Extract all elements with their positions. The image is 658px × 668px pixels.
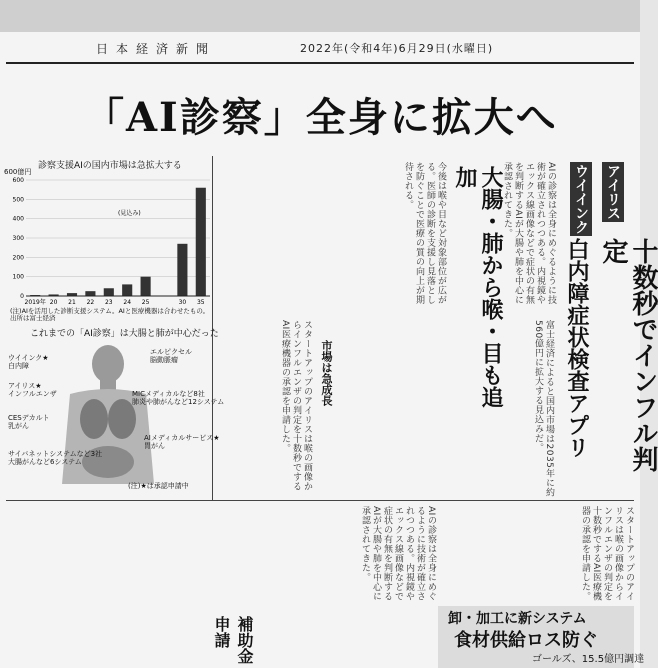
- main-headline: 「AI診察」全身に拡大へ: [84, 94, 558, 141]
- bottom-title: 食材供給ロス防ぐ: [454, 630, 598, 651]
- bar: [141, 277, 151, 296]
- footer-headline: 補助金申請: [212, 616, 254, 664]
- x-tick-label: 23: [104, 299, 113, 306]
- section-rule: [6, 500, 634, 501]
- forecast-label: (見込み): [118, 209, 141, 217]
- masthead-rule: [6, 62, 634, 64]
- y-tick-label: 400: [12, 215, 24, 223]
- bar: [122, 284, 132, 296]
- chart-svg: [4, 158, 214, 308]
- bar: [85, 291, 95, 296]
- subheadline: 大腸・肺から喉・目も追加: [452, 166, 504, 408]
- y-tick-label: 100: [12, 273, 24, 281]
- bar: [104, 288, 114, 296]
- side-company-2: ウイインク: [570, 162, 592, 236]
- side-title-1: 十数秒でインフル判定: [598, 238, 658, 472]
- x-tick-label: 24: [123, 299, 132, 306]
- label-ai-medical: AIメディカルサービス★ 胃がん: [144, 434, 220, 450]
- bottom-story-box: [438, 606, 645, 668]
- market-chart: [4, 158, 214, 322]
- bar: [177, 244, 187, 296]
- body-diagram: [4, 324, 225, 494]
- head-shape: [92, 345, 124, 383]
- x-tick-label: 21: [68, 299, 76, 306]
- lung-left-shape: [80, 399, 108, 439]
- section-heading: 市場は急成長: [320, 340, 333, 406]
- y-tick-label: 500: [12, 196, 24, 204]
- chart-title: 診察支援AIの国内市場は急拡大する: [38, 161, 182, 171]
- body-column-6: スタートアップのアイリスは喉の画像からインフルエンザの判定を十数秒でするAI医療機器の承認を申請した。: [580, 506, 634, 602]
- y-tick-label: 200: [12, 254, 24, 262]
- top-bar: [0, 0, 640, 32]
- bottom-subtitle: ゴールズ、15.5億円調達: [532, 654, 645, 665]
- x-tick-label: 25: [141, 299, 150, 306]
- y-tick-label: 300: [12, 235, 24, 242]
- body-column-5: AIの診察は全身にめぐるように技術が確立されつつある。内視鏡やエックス線画像などで症状の有無を判断するAIが大腸や肺を中心に承認されてきた。: [360, 506, 436, 602]
- label-cyber: サイバネットシステムなど3社 大腸がんなど6システム: [8, 450, 103, 466]
- x-tick-label: 30: [178, 299, 187, 306]
- chart-note: (注)AIを活用した診断支援システム。AIと医療機器は合わせたもの。出所は富士経済: [10, 307, 210, 322]
- masthead: [0, 32, 640, 60]
- label-elpicel: エルピクセル 脳動脈瘤: [150, 348, 192, 364]
- x-tick-label: 22: [86, 299, 95, 306]
- y-tick-label: 600: [12, 177, 24, 184]
- label-iris: アイリス★ インフルエンザ: [8, 382, 57, 398]
- x-tick-label: 20: [49, 299, 58, 306]
- diagram-credit: (注)★は承認申請中: [128, 482, 189, 490]
- bar: [196, 188, 206, 296]
- label-mic: MICメディカルなど8社 肺炎や肺がんなど12システム: [132, 390, 225, 406]
- x-tick-label: 2019年: [24, 299, 46, 306]
- side-title-2: 白内障症状検査アプリ: [564, 238, 590, 458]
- issue-date: 2022年(令和4年)6月29日(水曜日): [300, 42, 494, 55]
- x-tick-label: 35: [196, 299, 205, 306]
- body-column-1: AIの診察は全身にめぐるように技術が確立されつつある。内視鏡やエックス線画像などで症状の有無を判断するAIが大腸や肺を中心に承認されてきた。: [502, 162, 556, 305]
- body-column-3: スタートアップのアイリスは喉の画像からインフルエンザの判定を十数秒でするAI医療機器の承認を申請した。: [280, 320, 312, 491]
- label-ces: CESデカルト 乳がん: [8, 414, 50, 430]
- y-tick-label: 0: [20, 293, 24, 300]
- body-column-4: 富士経済によると国内市場は2035年に約560億円に拡大する見込みだ。: [533, 320, 554, 497]
- body-column-2: 今後は喉や目など対象部位が広がる。医師の診断を支援し見落としを防ぐことで医療の質の向上が期待される。: [403, 162, 446, 305]
- side-company-1: アイリス: [602, 162, 624, 222]
- paper-name: 日本経済新聞: [96, 42, 217, 56]
- chart-ylabel: 600億円: [4, 168, 32, 176]
- bottom-kicker: 卸・加工に新システム: [448, 611, 587, 627]
- label-wink: ウイインク★ 白内障: [8, 354, 49, 370]
- diagram-title: これまでの「AI診察」は大腸と肺が中心だった: [30, 329, 219, 339]
